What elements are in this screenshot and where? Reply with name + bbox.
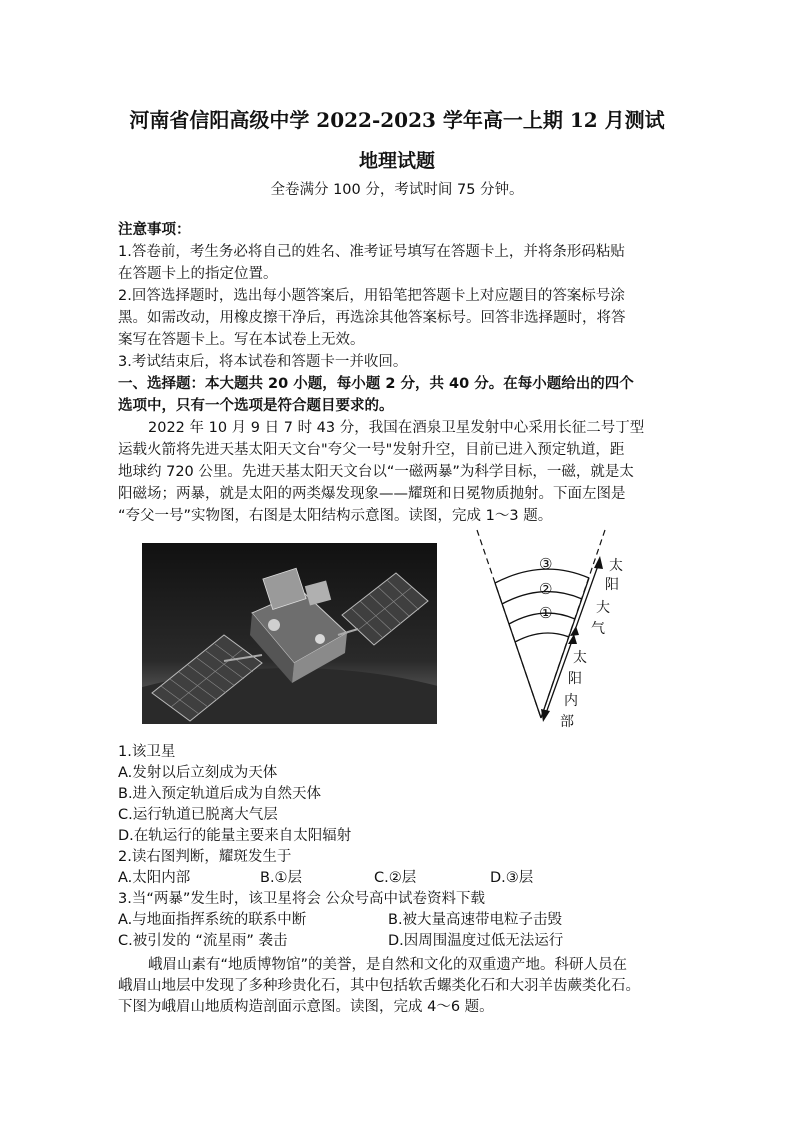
passage-line: 地球约 720 公里。先进天基太阳天文台以“一磁两暴”为科学目标，一磁，就是太 [118,464,634,480]
atmosphere-label: 太 [609,558,623,574]
notes-line: 黑。如需改动，用橡皮擦干净后，再选涂其他答案标号。回答非选择题时，将答 [118,310,626,326]
exam-title: 河南省信阳高级中学 2022-2023 学年高一上期 12 月测试 [129,108,665,132]
passage-2-line: 峨眉山地层中发现了多种珍贵化石，其中包括软舌螺类化石和大羽羊齿蕨类化石。 [118,978,640,994]
notes-line: 3.考试结束后，将本试卷和答题卡一并收回。 [118,354,408,370]
notes-heading: 注意事项： [118,222,191,238]
question-3-option-c: C.被引发的 “流星雨” 袭击 [118,933,288,949]
passage-line: 2022 年 10 月 9 日 7 时 43 分，我国在酒泉卫星发射中心采用长征二号丁型 [148,420,645,436]
sun-structure-diagram [465,528,640,733]
question-2-option-d: D.③层 [490,870,534,886]
question-3-stem: 3.当“两暴”发生时，该卫星将会 公众号高中试卷资料下载 [118,891,485,907]
atmosphere-label: 气 [591,621,605,637]
passage-line: 阳磁场；两暴，就是太阳的两类爆发现象——耀斑和日冕物质抛射。下面左图是 [118,486,626,502]
question-1-option-a: A.发射以后立刻成为天体 [118,765,278,781]
passage-line: “夸父一号”实物图，右图是太阳结构示意图。读图，完成 1～3 题。 [118,508,553,524]
question-3-option-d: D.因周围温度过低无法运行 [388,933,564,949]
interior-label: 太 [573,650,587,666]
question-2-option-c: C.②层 [374,870,417,886]
atmosphere-label: 阳 [605,577,619,593]
section-heading: 一、选择题：本大题共 20 小题，每小题 2 分，共 40 分。在每小题给出的四个 [118,376,634,392]
notes-line: 2.回答选择题时，选出每小题答案后，用铅笔把答题卡上对应题目的答案标号涂 [118,288,625,304]
subject-title: 地理试题 [358,150,435,172]
notes-line: 在答题卡上的指定位置。 [118,266,278,282]
question-2-stem: 2.读右图判断，耀斑发生于 [118,849,292,865]
question-3-option-b: B.被大量高速带电粒子击毁 [388,912,563,928]
notes-line: 案写在答题卡上。写在本试卷上无效。 [118,332,365,348]
section-heading-cont: 选项中，只有一个选项是符合题目要求的。 [118,398,394,414]
layer-2-label: ② [539,580,553,598]
satellite-photo [142,543,437,724]
question-3-option-a: A.与地面指挥系统的联系中断 [118,912,307,928]
passage-line: 运载火箭将先进天基太阳天文台"夸父一号"发射升空，目前已进入预定轨道，距 [118,442,625,458]
notes-line: 1.答卷前，考生务必将自己的姓名、准考证号填写在答题卡上，并将条形码粘贴 [118,244,625,260]
exam-info: 全卷满分 100 分，考试时间 75 分钟。 [270,182,524,198]
question-1-option-d: D.在轨运行的能量主要来自太阳辐射 [118,828,352,844]
atmosphere-label: 大 [596,600,610,616]
passage-2-line: 下图为峨眉山地质构造剖面示意图。读图，完成 4～6 题。 [118,999,494,1015]
question-1-option-b: B.进入预定轨道后成为自然天体 [118,786,322,802]
question-1-stem: 1.该卫星 [118,744,176,760]
question-2-option-a: A.太阳内部 [118,870,191,886]
layer-3-label: ③ [539,555,553,573]
interior-label: 部 [560,714,574,730]
layer-1-label: ① [539,604,553,622]
question-1-option-c: C.运行轨道已脱离大气层 [118,807,278,823]
question-2-option-b: B.①层 [260,870,303,886]
passage-2-line: 峨眉山素有“地质博物馆”的美誉，是自然和文化的双重遗产地。科研人员在 [148,957,628,973]
interior-label: 内 [564,693,578,709]
interior-label: 阳 [568,671,582,687]
